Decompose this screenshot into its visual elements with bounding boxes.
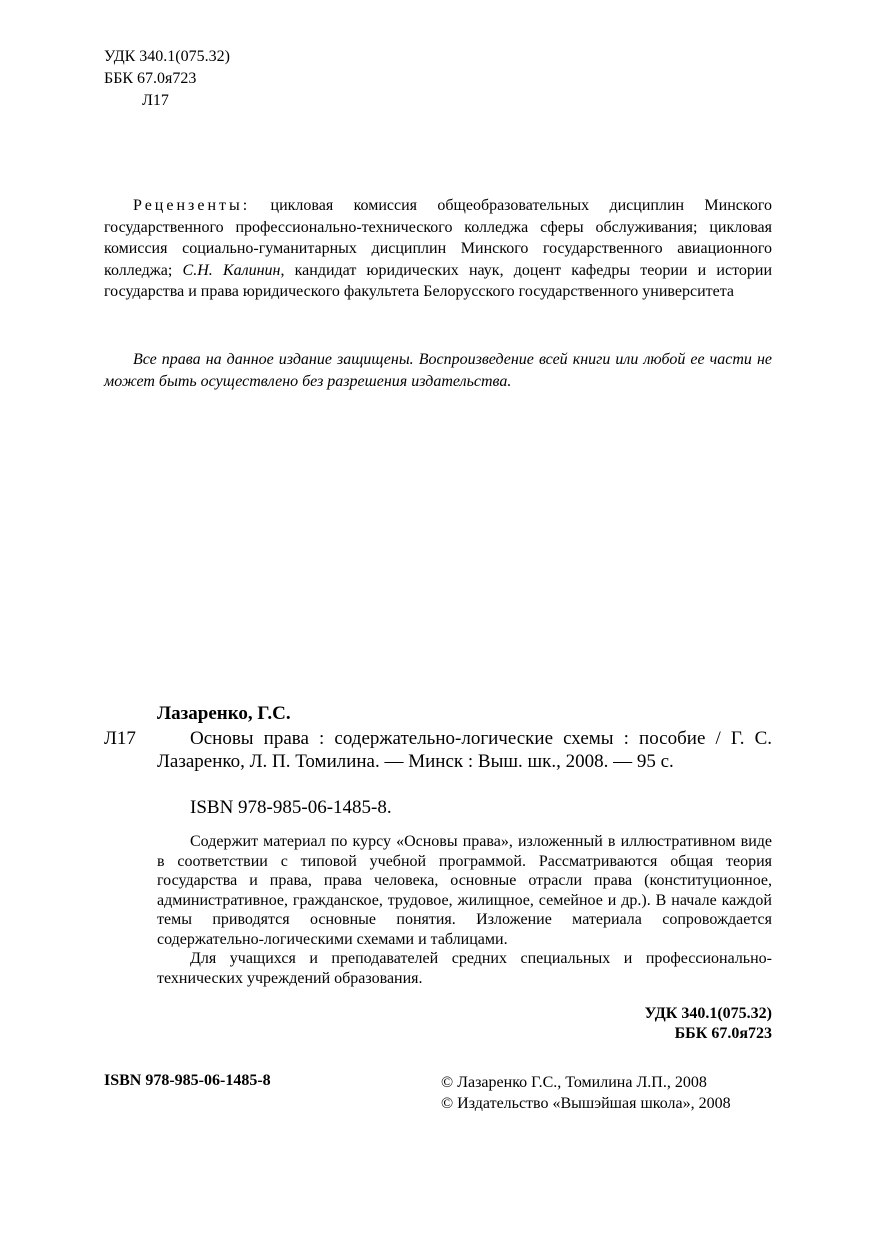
copyright-line-1: © Лазаренко Г.С., Томилина Л.П., 2008 (441, 1074, 707, 1091)
bottom-bbk-code: ББК 67.0я723 (674, 1025, 772, 1042)
isbn-footer: ISBN 978-985-06-1485-8 (104, 1072, 271, 1089)
reviewer-person: С.Н. Калинин (182, 261, 281, 279)
card-author: Лазаренко, Г.С. (157, 703, 291, 724)
udk-code: УДК 340.1(075.32) (104, 48, 230, 65)
bbk-code: ББК 67.0я723 (104, 70, 197, 87)
reviewers-text-part2: , кандидат юридических наук, доцент кафедры теории и истории государства и права юридического факультета Белорусского государственного университета (104, 261, 773, 300)
cutter-code: Л17 (142, 92, 169, 109)
bottom-udk-code: УДК 340.1(075.32) (644, 1005, 772, 1022)
card-description: Основы права : содержательно-логические схемы : пособие / Г. С. Лазаренко, Л. П. Томилина. — Минск : Выш. шк., 2008. — 95 с. (157, 728, 772, 772)
annotation (157, 832, 772, 988)
classification-codes (104, 46, 230, 112)
reviewers-block (104, 195, 772, 303)
card-code: Л17 (104, 728, 136, 749)
copyright-block (441, 1072, 731, 1114)
annotation-paragraph-1: Содержит материал по курсу «Основы права», изложенный в иллюстративном виде в соответствии с типовой учебной программой. Рассматриваются общая теория государства и права, права человека, основные отрасли права (конституционное, административное, гражданское, трудовое, жилищное, семейное и др.). В начале каждой темы приводятся основные понятия. Изложение материала сопровождается содержательно-логическими схемами и таблицами. (157, 833, 772, 948)
reviewers-paragraph (104, 195, 772, 303)
annotation-paragraph-2: Для учащихся и преподавателей средних специальных и профессионально-технических учреждений образования. (157, 950, 772, 987)
copyright-line-2: © Издательство «Вышэйшая школа», 2008 (441, 1095, 731, 1112)
reviewers-text-part1: цикловая комиссия общеобразовательных дисциплин Минского государственного профессионально-технического колледжа сферы обслуживания; цикловая комиссия социально-гуманитарных дисциплин Минского государственного авиационного колледжа; (104, 197, 772, 279)
rights-notice: Все права на данное издание защищены. Воспроизведение всей книги или любой ее части не может быть осуществлено без разрешения издательства. (104, 351, 772, 390)
card-isbn: ISBN 978-985-06-1485-8. (190, 797, 392, 818)
bottom-classification-codes (560, 1004, 772, 1044)
reviewers-label: Рецензенты: (133, 197, 251, 214)
